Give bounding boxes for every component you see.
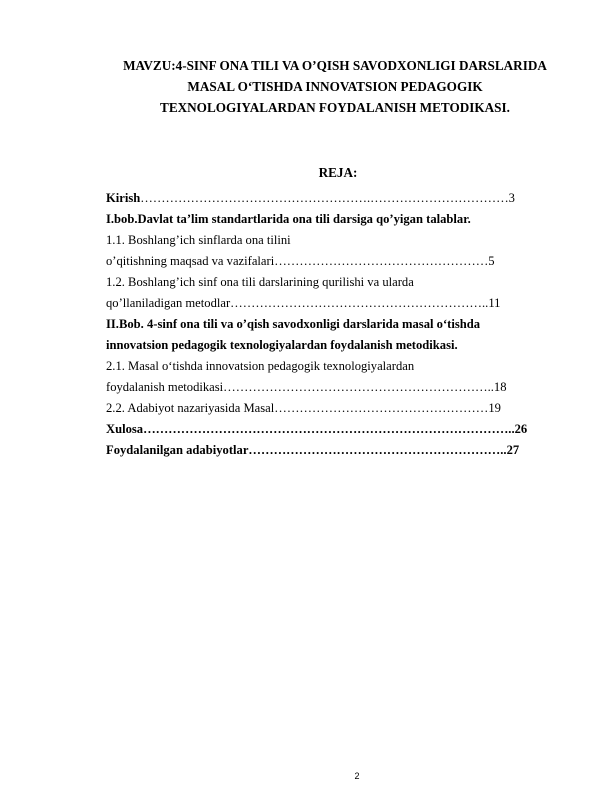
- toc-intro: [106, 188, 566, 209]
- toc-references: Foydalanilgan adabiyotlar……………………………………………………..27: [106, 443, 520, 457]
- toc-chapter-2-line-2: innovatsion pedagogik texnologiyalardan foydalanish metodikasi.: [106, 338, 458, 352]
- toc-section-2-1-line-1: 2.1. Masal o‘tishda innovatsion pedagogik texnologiyalardan: [106, 359, 415, 373]
- toc-section-1-2-line-1: 1.2. Boshlang’ich sinf ona tili darslarining qurilishi va ularda: [106, 275, 414, 289]
- toc-section-2-1-line-2: foydalanish metodikasi………………………………………………………..18: [106, 380, 507, 394]
- toc-intro-label: Kirish: [106, 191, 141, 205]
- title-line-1: MAVZU:4-SINF ONA TILI VA O’QISH SAVODXONLIGI DARSLARIDA: [123, 58, 547, 73]
- table-of-contents: [106, 188, 566, 461]
- toc-section-1-2-line-2: qo’llaniladigan metodlar……………………………………………………..11: [106, 296, 501, 310]
- page-number: 2: [354, 771, 360, 781]
- toc-section-1-1-line-2: o’qitishning maqsad va vazifalari……………………………………………5: [106, 254, 495, 268]
- toc-section-1-1-line-1: 1.1. Boshlang’ich sinflarda ona tilini: [106, 233, 291, 247]
- toc-conclusion: Xulosa……………………………………………………………………………..26: [106, 422, 528, 436]
- title-line-2: MASAL O‘TISHDA INNOVATSION PEDAGOGIK: [187, 79, 483, 94]
- toc-section-2-2: 2.2. Adabiyot nazariyasida Masal……………………………………………19: [106, 401, 501, 415]
- toc-intro-dots: ……………………………………………….……………………………3: [140, 191, 515, 205]
- toc-chapter-2-line-1: II.Bob. 4-sinf ona tili va o’qish savodxonligi darslarida masal o‘tishda: [106, 317, 481, 331]
- plan-heading: REJA:: [318, 165, 358, 180]
- title-line-3: TEXNOLOGIYALARDAN FOYDALANISH METODIKASI.: [160, 100, 510, 115]
- toc-chapter-1: I.bob.Davlat ta’lim standartlarida ona tili darsiga qo’yigan talablar.: [106, 212, 471, 226]
- document-title: [100, 55, 570, 118]
